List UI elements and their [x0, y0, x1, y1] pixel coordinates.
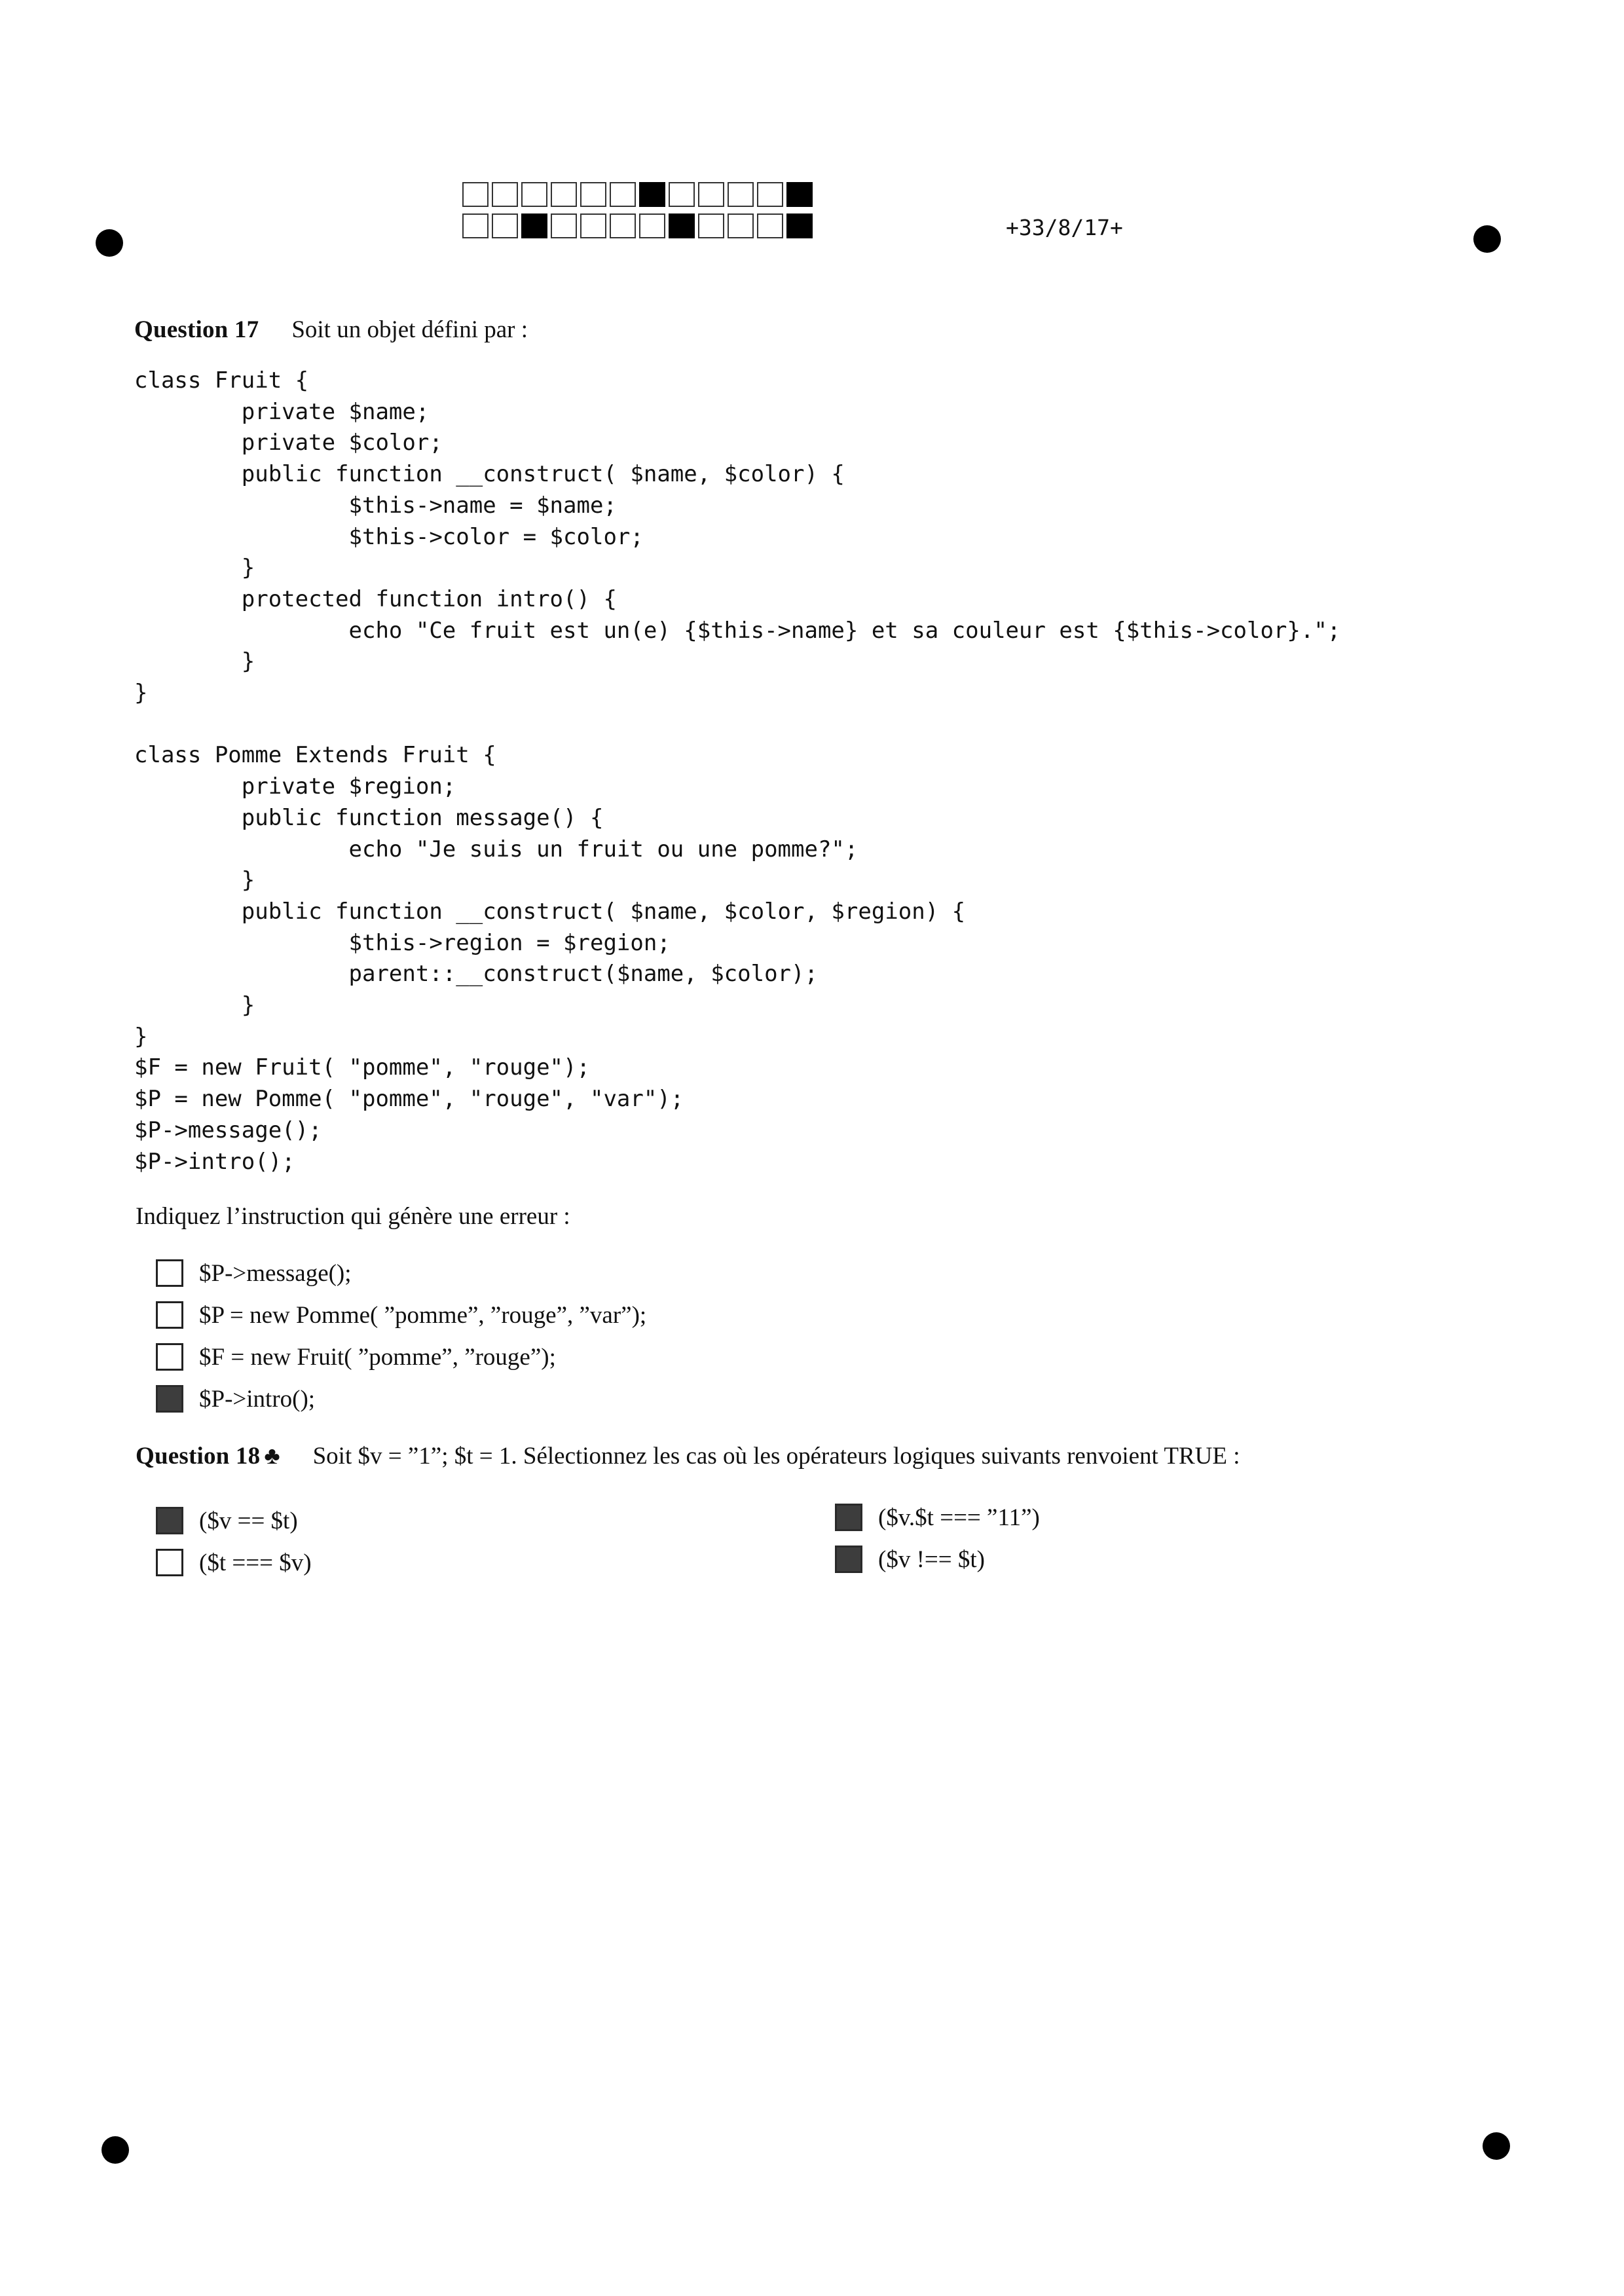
q18-option-4-label: ($v !== $t): [878, 1546, 985, 1573]
q18-option-1-label: ($v == $t): [199, 1507, 298, 1534]
question-17-prompt: Indiquez l’instruction qui génère une erreur :: [136, 1203, 570, 1230]
php-code-block: class Fruit { private $name; private $color; public function __construct( $name, $color) { $this->name = $name; $this->color = $color; } protected function intro() { echo "Ce fruit est un(e) {$this->name} et sa couleur est {$this->color}."; } } class Pomme Extends Fruit { private $region; public function message() { echo "Je suis un fruit ou une pomme?"; } public function __construct( $name, $color, $region) { $this->region = $region; parent::__construct($name, $color); } } $F = new Fruit( "pomme", "rouge"); $P = new Pomme( "pomme", "rouge", "var"); $P->message(); $P->intro();: [134, 367, 1341, 1175]
id-grid-cell: [580, 182, 606, 207]
id-grid-cell: [786, 182, 813, 207]
id-grid-cell: [786, 213, 813, 238]
id-grid-cell: [728, 213, 754, 238]
q18-option-2[interactable]: [156, 1542, 312, 1583]
id-grid-cell: [669, 213, 695, 238]
id-grid-row-2: [462, 213, 816, 240]
q18-option-4-checkbox[interactable]: [835, 1546, 862, 1573]
q17-option-1-label: $P->message();: [199, 1259, 352, 1287]
id-grid-cell: [462, 213, 489, 238]
question-18-text: Soit $v = ”1”; $t = 1. Sélectionnez les cas où les opérateurs logiques suivants renvoient TRUE :: [312, 1443, 1240, 1470]
id-grid-cell: [669, 182, 695, 207]
student-id-grid: [462, 182, 816, 245]
q17-option-3-label: $F = new Fruit( ”pomme”, ”rouge”);: [199, 1343, 556, 1371]
id-grid-cell: [462, 182, 489, 207]
q17-option-1-checkbox[interactable]: [156, 1259, 183, 1287]
question-17-options: [156, 1252, 646, 1420]
registration-mark-bottom-left: [101, 2136, 129, 2164]
q18-option-1[interactable]: [156, 1500, 312, 1542]
id-grid-cell: [639, 213, 665, 238]
id-grid-cell: [698, 213, 724, 238]
id-grid-row-1: [462, 182, 816, 208]
q18-option-3-checkbox[interactable]: [835, 1504, 862, 1531]
question-18-options-left: [156, 1500, 312, 1583]
page-code: +33/8/17+: [1006, 215, 1123, 240]
id-grid-cell: [698, 182, 724, 207]
q18-option-3[interactable]: [835, 1496, 1040, 1538]
id-grid-cell: [610, 182, 636, 207]
id-grid-cell: [521, 213, 547, 238]
q17-option-2[interactable]: [156, 1294, 646, 1336]
q17-option-3-checkbox[interactable]: [156, 1343, 183, 1371]
id-grid-cell: [639, 182, 665, 207]
q18-option-4[interactable]: [835, 1538, 1040, 1580]
question-17-header: [134, 316, 528, 344]
q17-option-4-label: $P->intro();: [199, 1385, 316, 1413]
q17-option-4[interactable]: [156, 1378, 646, 1420]
id-grid-cell: [728, 182, 754, 207]
id-grid-cell: [521, 182, 547, 207]
registration-mark-bottom-right: [1483, 2132, 1510, 2160]
id-grid-cell: [551, 213, 577, 238]
registration-mark-top-left: [96, 229, 123, 257]
q17-option-2-checkbox[interactable]: [156, 1301, 183, 1329]
question-17-text: Soit un objet défini par :: [291, 316, 528, 343]
q17-option-3[interactable]: [156, 1336, 646, 1378]
q18-option-3-label: ($v.$t === ”11”): [878, 1504, 1040, 1531]
q17-option-1[interactable]: [156, 1252, 646, 1294]
q18-option-1-checkbox[interactable]: [156, 1507, 183, 1534]
id-grid-cell: [610, 213, 636, 238]
q18-option-2-label: ($t === $v): [199, 1549, 312, 1576]
club-icon: ♣: [264, 1443, 280, 1470]
question-17-number: Question 17: [134, 316, 259, 343]
registration-mark-top-right: [1473, 225, 1501, 253]
id-grid-cell: [492, 182, 518, 207]
id-grid-cell: [492, 213, 518, 238]
q17-option-4-checkbox[interactable]: [156, 1385, 183, 1413]
id-grid-cell: [551, 182, 577, 207]
q18-option-2-checkbox[interactable]: [156, 1549, 183, 1576]
id-grid-cell: [757, 213, 783, 238]
id-grid-cell: [580, 213, 606, 238]
question-18-header: [136, 1442, 1240, 1470]
id-grid-cell: [757, 182, 783, 207]
question-18-number: Question 18: [136, 1443, 261, 1470]
q17-option-2-label: $P = new Pomme( ”pomme”, ”rouge”, ”var”);: [199, 1301, 647, 1329]
question-18-options-right: [835, 1496, 1040, 1580]
